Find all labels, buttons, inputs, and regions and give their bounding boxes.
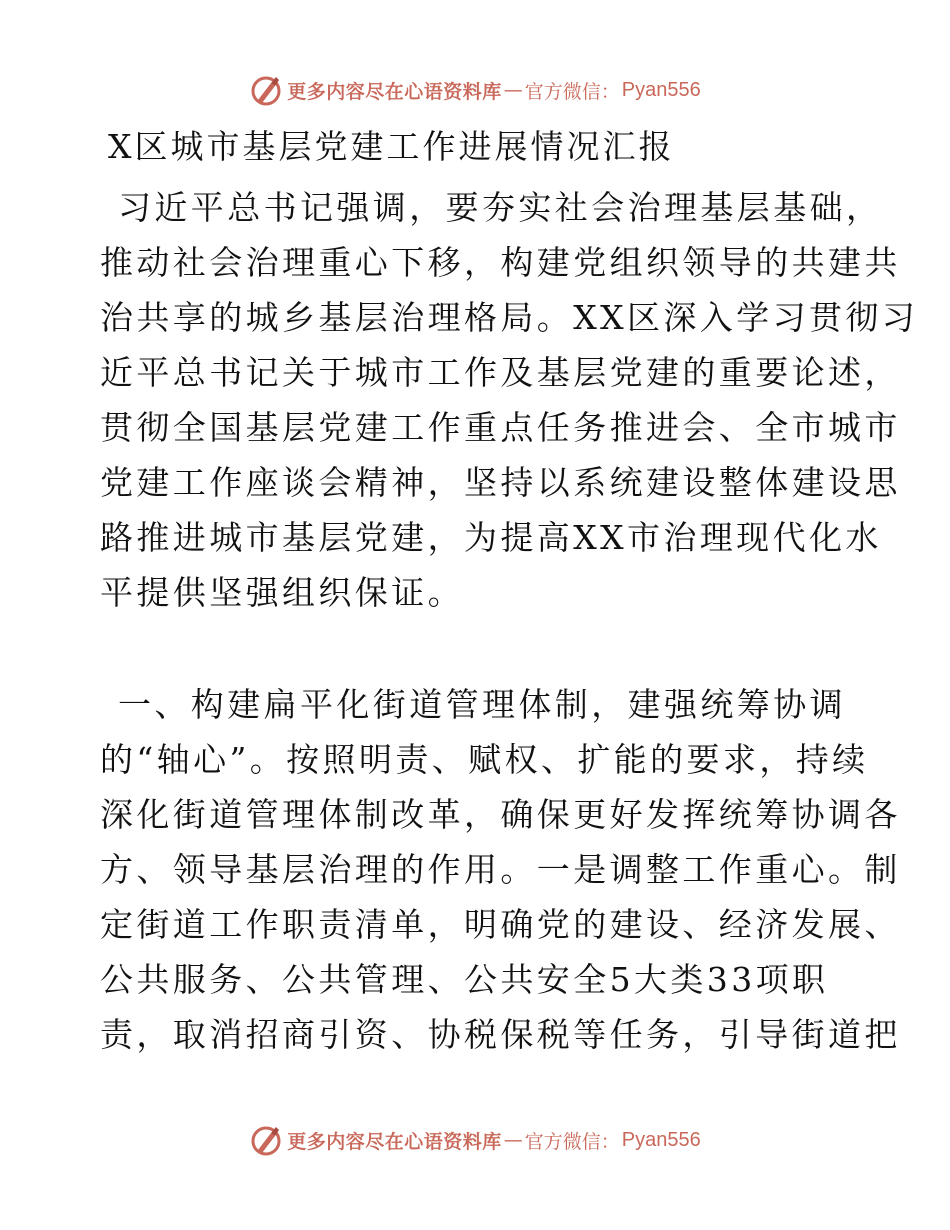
watermark-contact: Pyan556 bbox=[621, 1128, 701, 1151]
paragraph-line: 一、构建扁平化街道管理体制，建强统筹协调 bbox=[118, 685, 846, 724]
pen-logo-icon bbox=[249, 73, 283, 107]
watermark-text: 更多内容尽在心语资料库 bbox=[287, 1130, 502, 1153]
paragraph-line: 习近平总书记强调，要夯实社会治理基层基础， bbox=[118, 188, 883, 227]
paragraph-line: 定街道工作职责清单，明确党的建设、经济发展、 bbox=[100, 905, 901, 944]
paragraph-line: 平提供坚强组织保证。 bbox=[100, 573, 464, 612]
watermark-banner-top bbox=[0, 68, 950, 112]
paragraph-line: 深化街道管理体制改革，确保更好发挥统筹协调各 bbox=[100, 795, 901, 834]
watermark-banner-bottom bbox=[0, 1118, 950, 1162]
paragraph-line: 责，取消招商引资、协税保税等任务，引导街道把 bbox=[100, 1015, 901, 1054]
paragraph-section-one bbox=[100, 677, 901, 1062]
paragraph-line: 治共享的城乡基层治理格局。XX区深入学习贯彻习 bbox=[100, 298, 919, 337]
paragraph-line: 方、领导基层治理的作用。一是调整工作重心。制 bbox=[100, 850, 901, 889]
paragraph-line: 公共服务、公共管理、公共安全5大类33项职 bbox=[100, 960, 829, 999]
document-title: X区城市基层党建工作进展情况汇报 bbox=[108, 127, 675, 166]
watermark-separator: — bbox=[503, 1129, 523, 1151]
paragraph-line: 的“轴心”。按照明责、赋权、扩能的要求，持续 bbox=[100, 740, 869, 779]
paragraph-line: 党建工作座谈会精神，坚持以系统建设整体建设思 bbox=[100, 463, 901, 502]
watermark-text: 更多内容尽在心语资料库 bbox=[287, 80, 502, 103]
pen-logo-icon bbox=[249, 1123, 283, 1157]
watermark-separator: — bbox=[503, 79, 523, 101]
paragraph-line: 推动社会治理重心下移，构建党组织领导的共建共 bbox=[100, 243, 901, 282]
paragraph-intro bbox=[100, 180, 919, 620]
watermark-label: 官方微信： bbox=[524, 80, 620, 103]
paragraph-line: 路推进城市基层党建，为提高XX市治理现代化水 bbox=[100, 518, 882, 557]
watermark-contact: Pyan556 bbox=[621, 78, 701, 101]
paragraph-line: 近平总书记关于城市工作及基层党建的重要论述， bbox=[100, 353, 901, 392]
watermark-label: 官方微信： bbox=[524, 1130, 620, 1153]
paragraph-line: 贯彻全国基层党建工作重点任务推进会、全市城市 bbox=[100, 408, 901, 447]
